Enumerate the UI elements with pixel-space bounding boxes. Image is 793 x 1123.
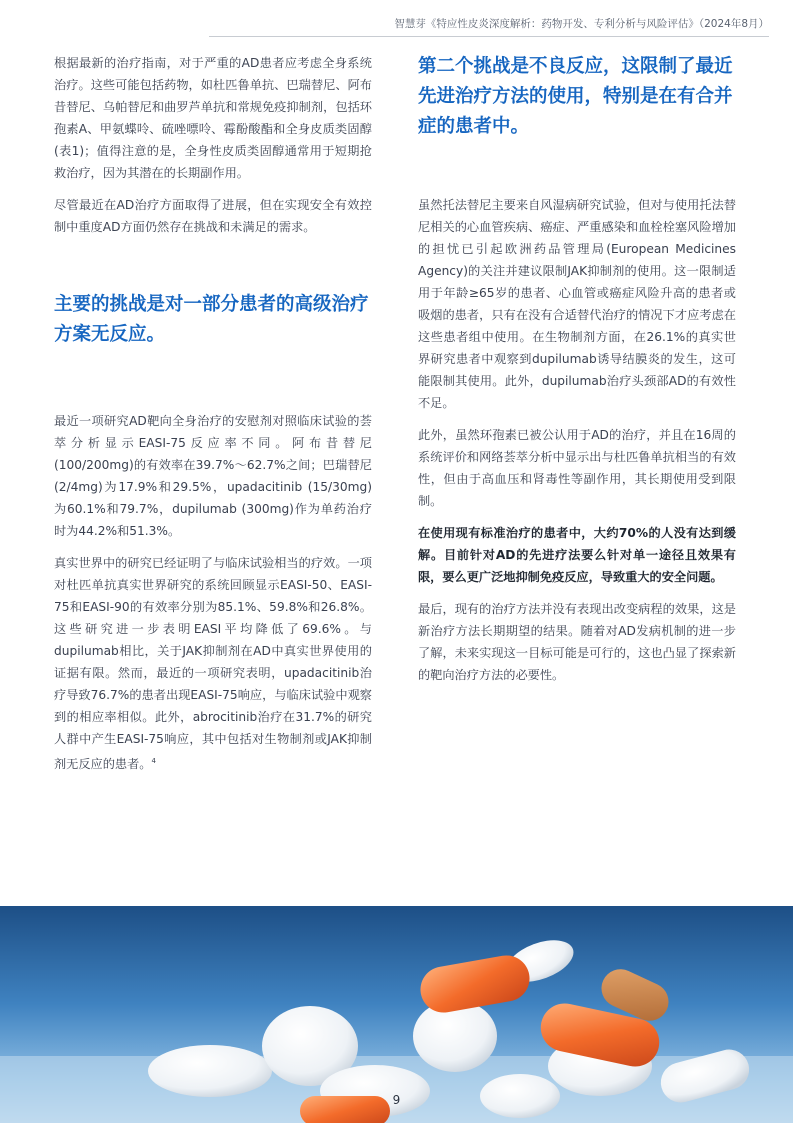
right-paragraph-1: 虽然托法替尼主要来自风湿病研究试验，但对与使用托法替尼相关的心血管疾病、癌症、严重感染和血栓栓塞风险增加的担忧已引起欧洲药品管理局(European Medicines Agency)的关注并建议限制JAK抑制剂的使用。这一限制适用于年龄≥65岁的患者、心血管或癌症风险升高的患者或吸烟的患者，只有在没有合适替代治疗的情况下才应考虑在这些患者组中使用。在生物制剂方面，在26.1%的真实世界研究患者中观察到dupilumab诱导结膜炎的发生，这可能限制其使用。此外，dupilumab治疗头颈部AD的有效性不足。 (418, 198, 736, 410)
left-column (54, 52, 372, 785)
page-number: 9 (392, 1093, 401, 1107)
left-paragraph-1: 根据最新的治疗指南，对于严重的AD患者应考虑全身系统治疗。这些可能包括药物，如杜匹鲁单抗、巴瑞替尼、阿布昔替尼、乌帕替尼和曲罗芦单抗和常规免疫抑制剂，包括环孢素A、甲氨蝶呤、硫唑嘌呤、霉酚酸酯和全身皮质类固醇(表1)；值得注意的是，全身性皮质类固醇通常用于短期抢救治疗，因为其潜在的长期副作用。 (54, 56, 372, 180)
left-paragraph-2: 尽管最近在AD治疗方面取得了进展，但在实现安全有效控制中重度AD方面仍然存在挑战和未满足的需求。 (54, 198, 372, 234)
right-column (418, 52, 736, 696)
right-section-heading: 第二个挑战是不良反应，这限制了最近先进治疗方法的使用，特别是在有合并症的患者中。 (418, 56, 733, 137)
right-paragraph-4: 最后，现有的治疗方法并没有表现出改变病程的效果，这是新治疗方法长期期望的结果。随着对AD发病机制的进一步了解，未来实现这一目标可能是可行的，这也凸显了探索新的靶向治疗方法的必要性。 (418, 602, 736, 682)
left-paragraph-4 (54, 552, 372, 775)
right-paragraph-2: 此外，虽然环孢素已被公认用于AD的治疗，并且在16周的系统评价和网络荟萃分析中显示出与杜匹鲁单抗相当的有效性，但由于高血压和肾毒性等副作用，其长期使用受到限制。 (418, 428, 736, 508)
left-paragraph-3: 最近一项研究AD靶向全身治疗的安慰剂对照临床试验的荟萃分析显示EASI-75反应率不同。阿布昔替尼(100/200mg)的有效率在39.7%～62.7%之间；巴瑞替尼(2/4mg)为17.9%和29.5%，upadacitinib (15/30mg)为60.1%和79.7%，dupilumab (300mg)作为单药治疗时为44.2%和51.3%。 (54, 414, 372, 538)
pills-photo (0, 906, 793, 1123)
reference-superscript: 4 (151, 757, 156, 765)
page-header: 智慧芽《特应性皮炎深度解析：药物开发、专利分析与风险评估》（2024年8月） (209, 16, 769, 37)
left-section-heading: 主要的挑战是对一部分患者的高级治疗方案无反应。 (54, 294, 369, 345)
right-paragraph-3-emphasis: 在使用现有标准治疗的患者中，大约70%的人没有达到缓解。目前针对AD的先进疗法要么针对单一途径且效果有限，要么更广泛地抑制免疫反应，导致重大的安全问题。 (418, 526, 736, 584)
pills-illustration (0, 906, 793, 1123)
left-paragraph-4-text: 真实世界中的研究已经证明了与临床试验相当的疗效。一项对杜匹单抗真实世界研究的系统回顾显示EASI-50、EASI-75和EASI-90的有效率分别为85.1%、59.8%和26.8%。这些研究进一步表明EASI平均降低了69.6%。与dupilumab相比，关于JAK抑制剂在AD中真实世界使用的证据有限。然而，最近的一项研究表明，upadacitinib治疗导致76.7%的患者出现EASI-75响应，与临床试验中观察到的相应率相似。此外，abrocitinib治疗在31.7%的研究人群中产生EASI-75响应，其中包括对生物制剂或JAK抑制剂无反应的患者。 (54, 556, 372, 772)
